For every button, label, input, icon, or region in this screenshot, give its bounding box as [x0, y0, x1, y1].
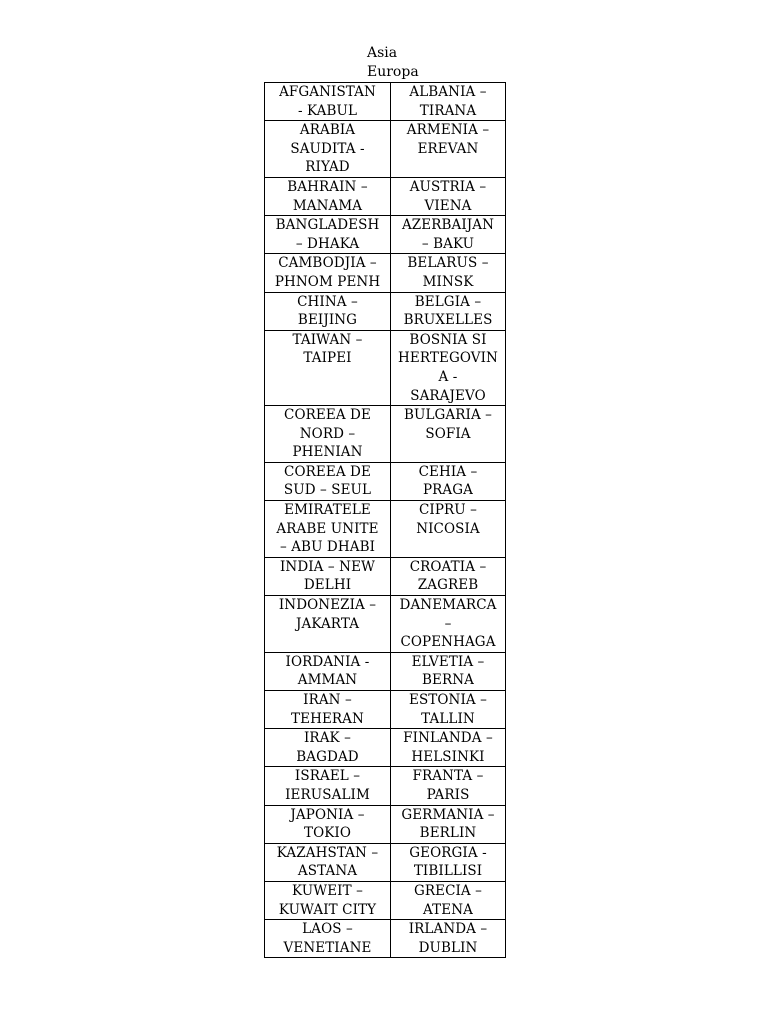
asia-country-capital-cell: IRAN – TEHERAN: [265, 691, 391, 729]
asia-country-capital-cell: INDONEZIA – JAKARTA: [265, 596, 391, 653]
table-row: [265, 501, 506, 558]
table-row: [265, 767, 506, 805]
table-row: [265, 843, 506, 881]
asia-country-capital-cell: IORDANIA - AMMAN: [265, 652, 391, 690]
asia-country-capital-cell: BANGLADESH – DHAKA: [265, 216, 391, 254]
europe-country-capital-cell: BELARUS – MINSK: [391, 254, 506, 292]
europe-country-capital-cell: BULGARIA – SOFIA: [391, 406, 506, 463]
asia-country-capital-cell: ARABIA SAUDITA - RIYAD: [265, 121, 391, 178]
table-row: [265, 406, 506, 463]
table-row: [265, 596, 506, 653]
europe-country-capital-cell: ARMENIA – EREVAN: [391, 121, 506, 178]
table-row: [265, 691, 506, 729]
europe-country-capital-cell: GEORGIA - TIBILLISI: [391, 843, 506, 881]
europe-country-capital-cell: FRANTA – PARIS: [391, 767, 506, 805]
europe-country-capital-cell: IRLANDA – DUBLIN: [391, 920, 506, 958]
asia-country-capital-cell: LAOS – VENETIANE: [265, 920, 391, 958]
europe-country-capital-cell: DANEMARCA – COPENHAGA: [391, 596, 506, 653]
europe-country-capital-cell: ELVETIA – BERNA: [391, 652, 506, 690]
asia-country-capital-cell: COREEA DE NORD – PHENIAN: [265, 406, 391, 463]
table-row: [265, 292, 506, 330]
capitals-table-body: [265, 83, 506, 958]
asia-country-capital-cell: JAPONIA – TOKIO: [265, 805, 391, 843]
europe-country-capital-cell: CIPRU – NICOSIA: [391, 501, 506, 558]
capitals-table: [264, 82, 506, 958]
asia-country-capital-cell: BAHRAIN – MANAMA: [265, 177, 391, 215]
table-row: [265, 557, 506, 595]
europe-country-capital-cell: CEHIA – PRAGA: [391, 462, 506, 500]
asia-country-capital-cell: COREEA DE SUD – SEUL: [265, 462, 391, 500]
table-row: [265, 652, 506, 690]
table-row: [265, 177, 506, 215]
table-row: [265, 330, 506, 405]
asia-country-capital-cell: INDIA – NEW DELHI: [265, 557, 391, 595]
table-row: [265, 805, 506, 843]
asia-country-capital-cell: ISRAEL – IERUSALIM: [265, 767, 391, 805]
europe-country-capital-cell: BOSNIA SI HERTEGOVIN A - SARAJEVO: [391, 330, 506, 405]
table-row: [265, 121, 506, 178]
europe-country-capital-cell: FINLANDA – HELSINKI: [391, 729, 506, 767]
asia-country-capital-cell: IRAK – BAGDAD: [265, 729, 391, 767]
europe-country-capital-cell: GERMANIA – BERLIN: [391, 805, 506, 843]
asia-country-capital-cell: KUWEIT – KUWAIT CITY: [265, 881, 391, 919]
asia-country-capital-cell: CAMBODJIA – PHNOM PENH: [265, 254, 391, 292]
asia-country-capital-cell: AFGANISTAN - KABUL: [265, 83, 391, 121]
asia-country-capital-cell: TAIWAN – TAIPEI: [265, 330, 391, 405]
asia-country-capital-cell: KAZAHSTAN – ASTANA: [265, 843, 391, 881]
table-row: [265, 254, 506, 292]
table-row: [265, 462, 506, 500]
europe-country-capital-cell: GRECIA – ATENA: [391, 881, 506, 919]
table-row: [265, 729, 506, 767]
table-row: [265, 920, 506, 958]
table-row: [265, 881, 506, 919]
europe-country-capital-cell: AUSTRIA – VIENA: [391, 177, 506, 215]
europe-country-capital-cell: AZERBAIJAN – BAKU: [391, 216, 506, 254]
table-row: [265, 216, 506, 254]
asia-country-capital-cell: CHINA – BEIJING: [265, 292, 391, 330]
asia-country-capital-cell: EMIRATELE ARABE UNITE – ABU DHABI: [265, 501, 391, 558]
table-row: [265, 83, 506, 121]
heading-europe: Europa: [367, 64, 419, 80]
europe-country-capital-cell: CROATIA – ZAGREB: [391, 557, 506, 595]
europe-country-capital-cell: ESTONIA – TALLIN: [391, 691, 506, 729]
heading-asia: Asia: [367, 45, 398, 61]
europe-country-capital-cell: ALBANIA – TIRANA: [391, 83, 506, 121]
europe-country-capital-cell: BELGIA – BRUXELLES: [391, 292, 506, 330]
